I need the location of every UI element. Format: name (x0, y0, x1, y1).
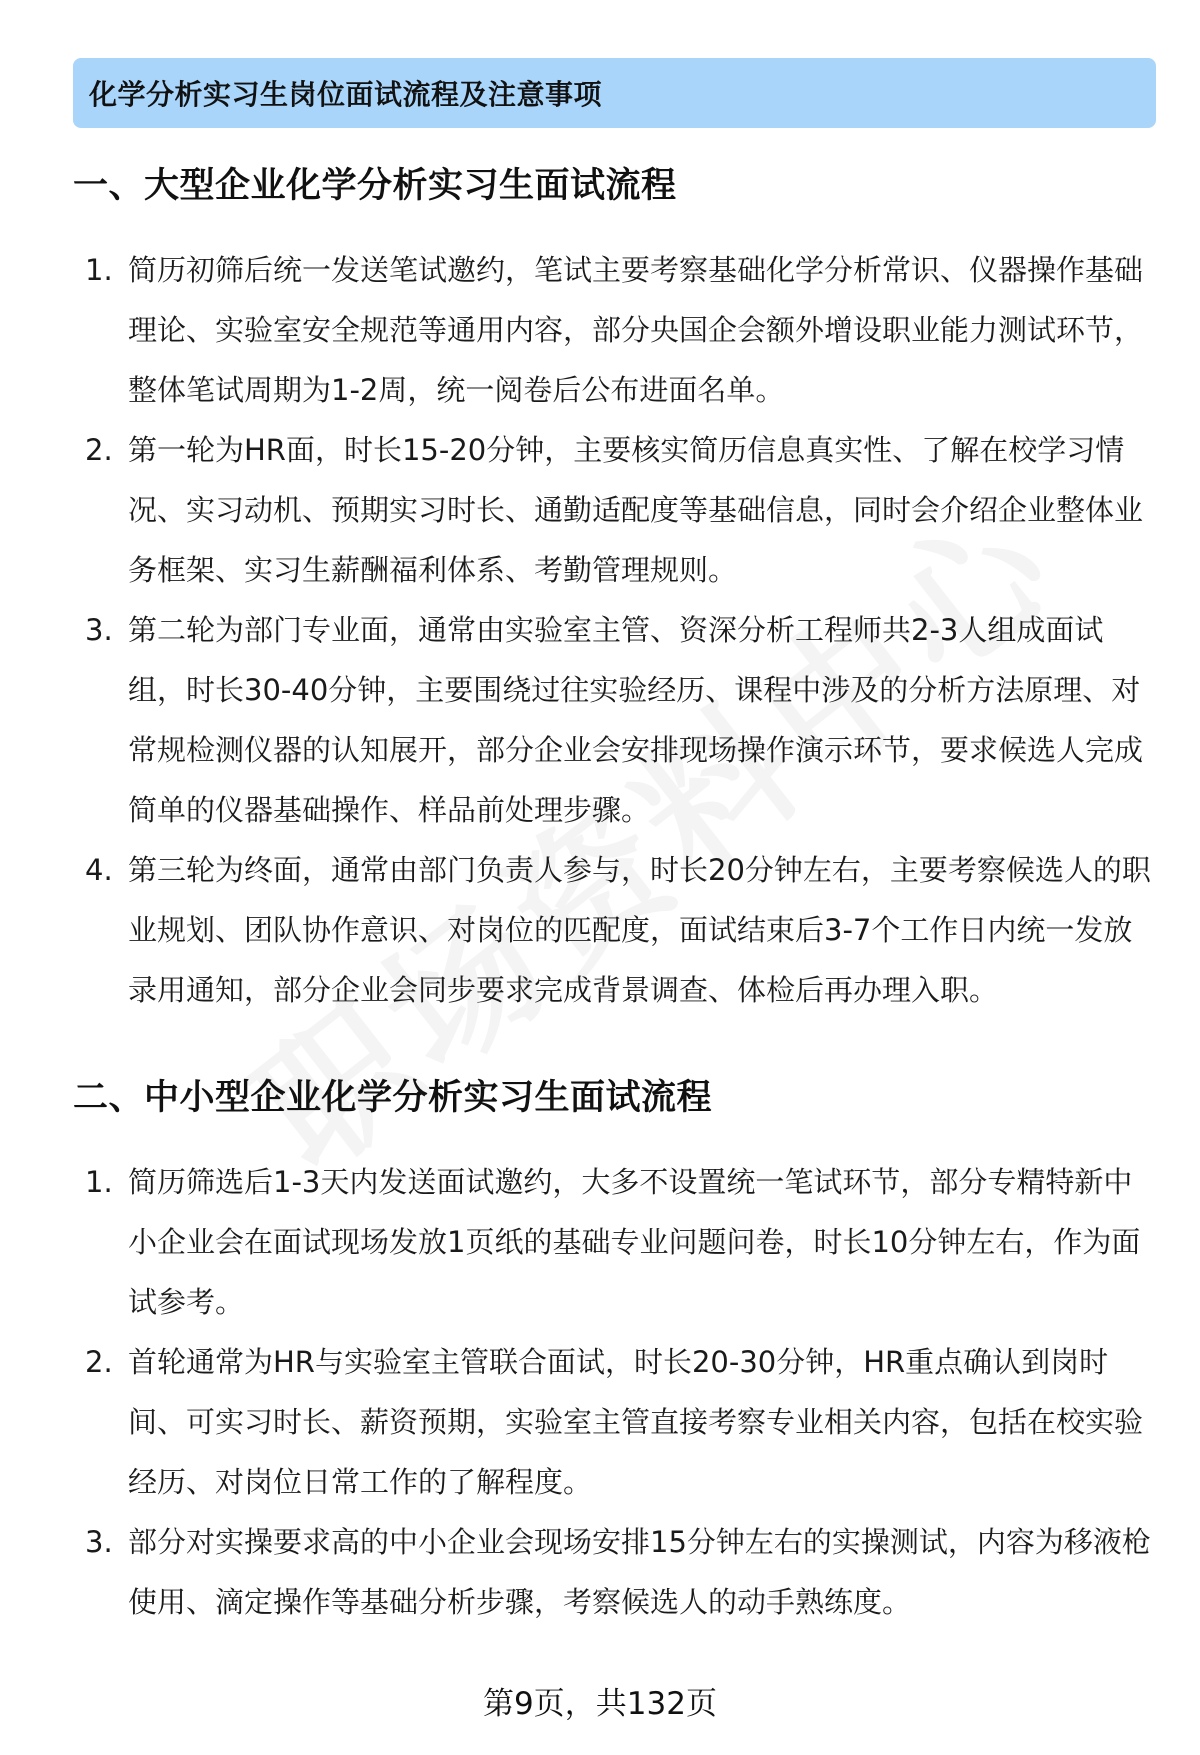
list-item-text: 部分对实操要求高的中小企业会现场安排15分钟左右的实操测试，内容为移液枪使用、滴定操作等基础分析步骤，考察候选人的动手熟练度。 (128, 1525, 1151, 1619)
list-item (82, 1512, 1156, 1632)
list-item-text: 首轮通常为HR与实验室主管联合面试，时长20-30分钟，HR重点确认到岗时间、可实习时长、薪资预期，实验室主管直接考察专业相关内容，包括在校实验经历、对岗位日常工作的了解程度。 (128, 1345, 1144, 1499)
list-item (82, 600, 1156, 840)
list-item (82, 1152, 1156, 1332)
list-item-text: 简历筛选后1-3天内发送面试邀约，大多不设置统一笔试环节，部分专精特新中小企业会在面试现场发放1页纸的基础专业问题问卷，时长10分钟左右，作为面试参考。 (128, 1165, 1141, 1319)
document-title-banner (73, 58, 1156, 128)
section-heading-sme: 二、中小型企业化学分析实习生面试流程 (73, 1078, 713, 1118)
list-item-text: 第一轮为HR面，时长15-20分钟，主要核实简历信息真实性、了解在校学习情况、实习动机、预期实习时长、通勤适配度等基础信息，同时会介绍企业整体业务框架、实习生薪酬福利体系、考勤管理规则。 (128, 433, 1144, 587)
list-item-number: 2. (85, 433, 113, 467)
section-heading-large-enterprise: 一、大型企业化学分析实习生面试流程 (73, 166, 677, 206)
list-item (82, 240, 1156, 420)
large-enterprise-steps-list (82, 240, 1156, 1020)
list-item-text: 简历初筛后统一发送笔试邀约，笔试主要考察基础化学分析常识、仪器操作基础理论、实验室安全规范等通用内容，部分央国企会额外增设职业能力测试环节，整体笔试周期为1-2周，统一阅卷后公布进面名单。 (128, 253, 1144, 407)
list-item-number: 2. (85, 1345, 113, 1379)
list-item-number: 4. (85, 853, 113, 887)
list-item (82, 840, 1156, 1020)
list-item-number: 3. (85, 613, 113, 647)
list-item-text: 第二轮为部门专业面，通常由实验室主管、资深分析工程师共2-3人组成面试组，时长30-40分钟，主要围绕过往实验经历、课程中涉及的分析方法原理、对常规检测仪器的认知展开，部分企业会安排现场操作演示环节，要求候选人完成简单的仪器基础操作、样品前处理步骤。 (128, 613, 1144, 827)
list-item-number: 1. (85, 253, 113, 287)
page-number: 第9页，共132页 (483, 1686, 717, 1722)
list-item-number: 1. (85, 1165, 113, 1199)
sme-steps-list (82, 1152, 1156, 1632)
list-item (82, 420, 1156, 600)
list-item-number: 3. (85, 1525, 113, 1559)
list-item (82, 1332, 1156, 1512)
document-title: 化学分析实习生岗位面试流程及注意事项 (89, 78, 603, 111)
list-item-text: 第三轮为终面，通常由部门负责人参与，时长20分钟左右，主要考察候选人的职业规划、团队协作意识、对岗位的匹配度，面试结束后3-7个工作日内统一发放录用通知，部分企业会同步要求完成背景调查、体检后再办理入职。 (128, 853, 1151, 1007)
